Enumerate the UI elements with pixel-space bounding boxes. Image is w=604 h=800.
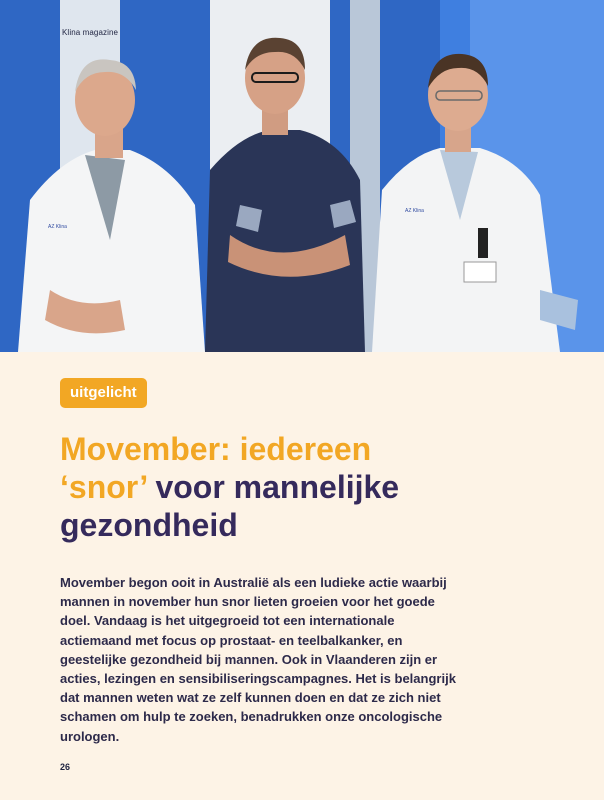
article-headline — [60, 430, 540, 544]
magazine-name: Klina magazine — [62, 28, 119, 37]
page-number: 26 — [60, 762, 71, 772]
cover-photo — [0, 0, 604, 352]
headline-line3: gezondheid — [60, 507, 238, 543]
category-badge: uitgelicht — [60, 378, 147, 408]
headline-accent-line1: Movember: iedereen — [60, 431, 372, 467]
coat-logo-left: AZ Klina — [48, 224, 67, 230]
photo-three-doctors — [0, 0, 604, 352]
coat-logo-right: AZ Klina — [405, 208, 424, 214]
headline-accent-line2: ‘snor’ — [60, 469, 147, 505]
article-intro: Movember begon ooit in Australië als een ludieke actie waarbij mannen in november hun snor lieten groeien voor het goede doel. Vandaag is het uitgegroeid tot een internationale actiemaand met focus op prostaat- en teelbalkanker, en geestelijke gezondheid bij mannen. Ook in Vlaanderen zijn er acties, lezingen en sensibiliseringscampagnes. Het is belangrijk dat mannen weten wat ze zelf kunnen doen en dat ze zich niet schamen om hulp te zoeken, benadrukken onze oncologische urologen. — [60, 575, 456, 744]
headline-line2-rest: voor mannelijke — [155, 469, 400, 505]
